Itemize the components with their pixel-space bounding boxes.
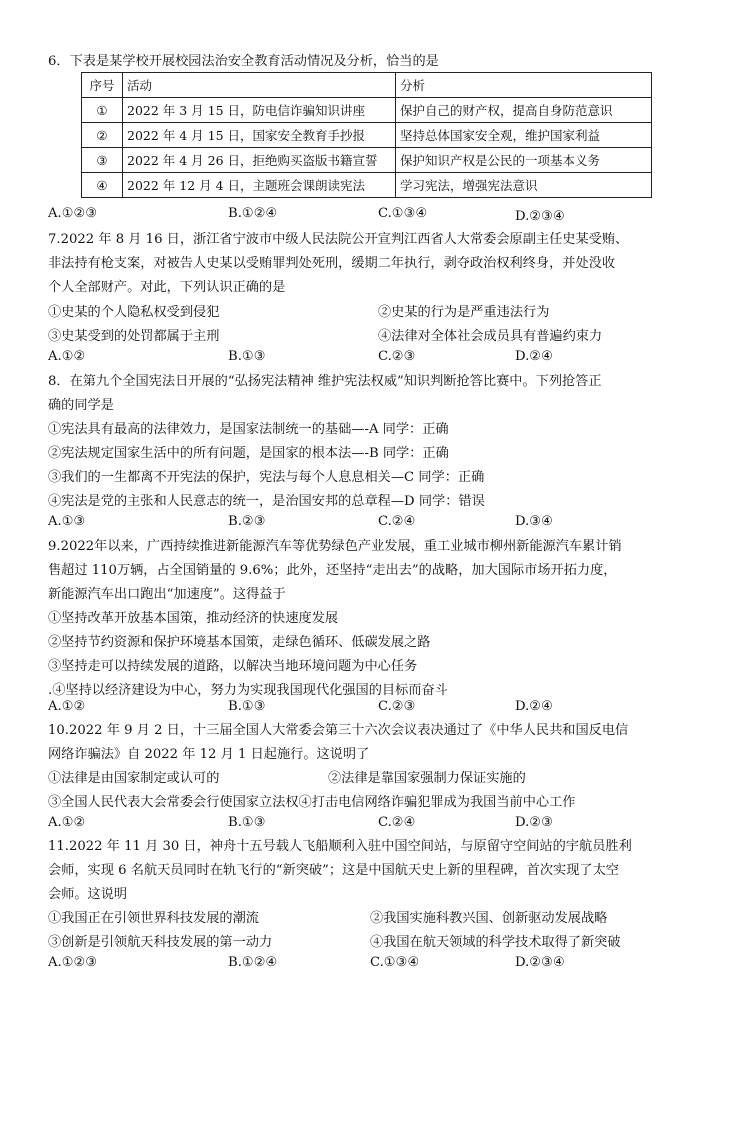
q11-option-b[interactable]: B.①②④	[228, 955, 278, 970]
q9-stem-line: 售超过 110万辆，占全国销量的 9.6%；此外，还坚持“走出去”的战略，加大国际市场开拓力度，	[48, 563, 617, 578]
q9-stem-line: 新能源汽车出口跑出“加速度”。这得益于	[48, 587, 286, 602]
row-analysis: 坚持总体国家安全观，维护国家利益	[396, 123, 652, 148]
row-analysis: 保护知识产权是公民的一项基本义务	[396, 148, 652, 173]
q10-option-a[interactable]: A.①②	[48, 815, 86, 830]
header-index: 序号	[82, 73, 123, 98]
q11-option-c[interactable]: C.①③④	[370, 955, 420, 970]
q6-option-d[interactable]: D.②③④	[515, 209, 565, 224]
q6-stem: 6．下表是某学校开展校园法治安全教育活动情况及分析，恰当的是	[48, 54, 439, 69]
q11-option-a[interactable]: A.①②③	[48, 955, 98, 970]
q7-option-c[interactable]: C.②③	[378, 349, 416, 364]
q9-option-a[interactable]: A.①②	[48, 699, 86, 714]
q10-option-d[interactable]: D.②③	[515, 815, 553, 830]
q10-option-c[interactable]: C.②④	[378, 815, 416, 830]
q11-item-1: ①我国正在引领世界科技发展的潮流	[48, 911, 259, 926]
table-header-row	[82, 73, 652, 98]
table-row	[82, 123, 652, 148]
row-analysis: 保护自己的财产权，提高自身防范意识	[396, 98, 652, 123]
row-activity: 2022 年 12 月 4 日，主题班会课朗读宪法	[123, 173, 396, 198]
q10-stem-line: 10.2022 年 9 月 2 日，十三届全国人大常委会第三十六次会议表决通过了《中华人民共和国反电信	[48, 723, 629, 738]
row-index: ②	[82, 123, 123, 148]
q8-option-c[interactable]: C.②④	[378, 514, 416, 529]
q11-item-2: ②我国实施科教兴国、创新驱动发展战略	[370, 911, 608, 926]
row-activity: 2022 年 4 月 26 日，拒绝购买盗版书籍宣誓	[123, 148, 396, 173]
q9-option-c[interactable]: C.②③	[378, 699, 416, 714]
q8-item-2: ②宪法规定国家生活中的所有问题，是国家的根本法—-B 同学：正确	[48, 446, 449, 461]
header-analysis: 分析	[396, 73, 652, 98]
q8-item-3: ③我们的一生都离不开宪法的保护，宪法与每个人息息相关—C 同学：正确	[48, 470, 485, 485]
q9-option-d[interactable]: D.②④	[515, 699, 553, 714]
q9-stem-line: 9.2022年以来，广西持续推进新能源汽车等优势绿色产业发展，重工业城市柳州新能源汽车累计销	[48, 539, 622, 554]
q8-item-1: ①宪法具有最高的法律效力，是国家法制统一的基础—-A 同学：正确	[48, 422, 449, 437]
q7-item-3: ③史某受到的处罚都属于主刑	[48, 329, 220, 344]
q11-item-3: ③创新是引领航天科技发展的第一动力	[48, 935, 273, 950]
table-row	[82, 98, 652, 123]
q9-item-4: .④坚持以经济建设为中心，努力为实现我国现代化强国的目标而奋斗	[48, 683, 448, 698]
q9-item-2: ②坚持节约资源和保护环境基本国策，走绿色循环、低碳发展之路	[48, 635, 431, 650]
q11-stem-line: 会师，实现 6 名航天员同时在轨飞行的“新突破”；这是中国航天史上新的里程碑，首次实现了太空	[48, 863, 619, 878]
q6-option-b[interactable]: B.①②④	[228, 206, 278, 221]
q7-item-2: ②史某的行为是严重违法行为	[378, 305, 550, 320]
q7-stem-line: 个人全部财产。对此，下列认识正确的是	[48, 280, 286, 295]
q6-option-a[interactable]: A.①②③	[48, 206, 98, 221]
q7-stem-line: 非法持有枪支案，对被告人史某以受贿罪判处死刑，缓期二年执行，剥夺政治权利终身，并处没收	[48, 256, 616, 271]
q8-option-a[interactable]: A.①③	[48, 514, 86, 529]
q9-item-3: ③坚持走可以持续发展的道路，以解决当地环境问题为中心任务	[48, 659, 418, 674]
q10-option-b[interactable]: B.①③	[228, 815, 266, 830]
q9-option-b[interactable]: B.①③	[228, 699, 266, 714]
row-index: ③	[82, 148, 123, 173]
q8-stem-line: 8．在第九个全国宪法日开展的“弘扬宪法精神 维护宪法权威”知识判断抢答比赛中。下列抢答正	[48, 374, 602, 389]
row-analysis: 学习宪法，增强宪法意识	[396, 173, 652, 198]
q11-stem-line: 会师。这说明	[48, 887, 128, 902]
q8-stem-line: 确的同学是	[48, 398, 114, 413]
row-index: ①	[82, 98, 123, 123]
header-activity: 活动	[123, 73, 396, 98]
row-index: ④	[82, 173, 123, 198]
q7-stem-line: 7.2022 年 8 月 16 日，浙江省宁波市中级人民法院公开宣判江西省人大常委会原副主任史某受贿、	[48, 232, 629, 247]
table-row	[82, 173, 652, 198]
q7-option-b[interactable]: B.①③	[228, 349, 266, 364]
q11-stem-line: 11.2022 年 11 月 30 日，神舟十五号载人飞船顺利入驻中国空间站，与原留守空间站的宇航员胜利	[48, 839, 632, 854]
q8-option-b[interactable]: B.②③	[228, 514, 266, 529]
q7-item-4: ④法律对全体社会成员具有普遍约束力	[378, 329, 603, 344]
q9-item-1: ①坚持改革开放基本国策，推动经济的快速度发展	[48, 611, 339, 626]
q7-option-d[interactable]: D.②④	[515, 349, 553, 364]
q8-option-d[interactable]: D.③④	[515, 514, 553, 529]
q11-option-d[interactable]: D.②③④	[515, 955, 565, 970]
q8-item-4: ④宪法是党的主张和人民意志的统一，是治国安邦的总章程—D 同学：错误	[48, 494, 485, 509]
q10-item-3-4: ③全国人民代表大会常委会行使国家立法权④打击电信网络诈骗犯罪成为我国当前中心工作	[48, 795, 576, 810]
q10-item-1: ①法律是由国家制定或认可的	[48, 771, 220, 786]
q6-option-c[interactable]: C.①③④	[378, 206, 428, 221]
table-row	[82, 148, 652, 173]
row-activity: 2022 年 3 月 15 日，防电信诈骗知识讲座	[123, 98, 396, 123]
q7-item-1: ①史某的个人隐私权受到侵犯	[48, 305, 220, 320]
q6-table	[81, 72, 652, 198]
q10-stem-line: 网络诈骗法》自 2022 年 12 月 1 日起施行。这说明了	[48, 747, 370, 762]
q7-option-a[interactable]: A.①②	[48, 349, 86, 364]
q11-item-4: ④我国在航天领域的科学技术取得了新突破	[370, 935, 621, 950]
row-activity: 2022 年 4 月 15 日，国家安全教育手抄报	[123, 123, 396, 148]
q10-item-2: ②法律是靠国家强制力保证实施的	[328, 771, 526, 786]
